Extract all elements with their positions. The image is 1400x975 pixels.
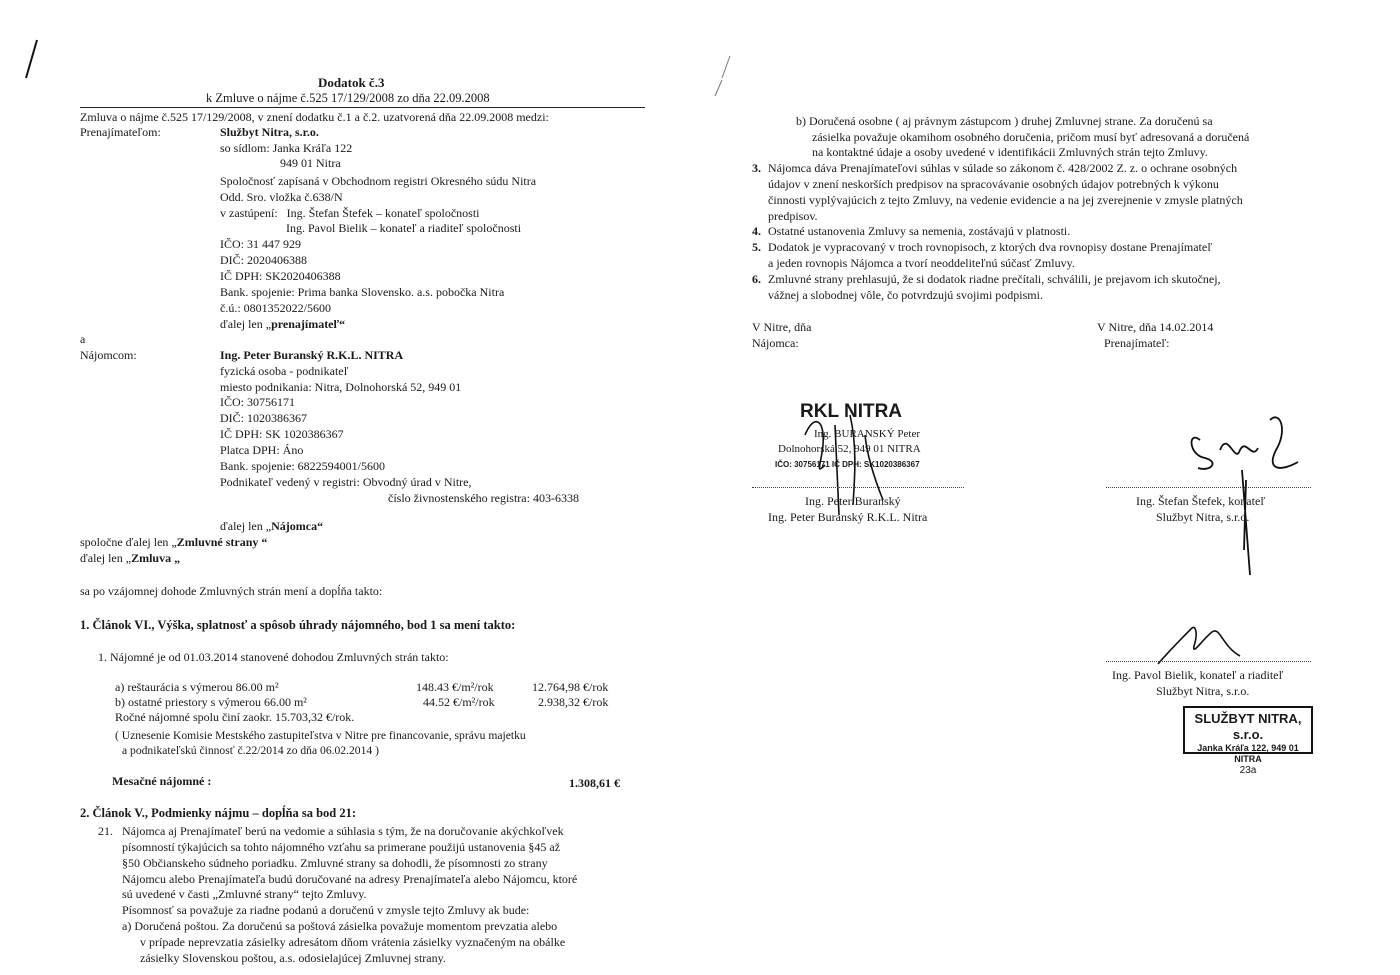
article1-heading: 1. Článok VI., Výška, splatnosť a spôsob úhrady nájomného, bod 1 sa mení takto: <box>80 618 516 632</box>
landlord-signatory-firm: Službyt Nitra, s.r.o. <box>1156 684 1250 698</box>
party-right: Prenajímateľ: <box>1104 336 1170 350</box>
delivery-a-line: zásielky Slovenskou poštou, a.s. odosielajúcej Zmluvnej strany. <box>140 951 446 965</box>
alias-suffix: “ <box>339 317 346 331</box>
tenant-line: Bank. spojenie: 6822594001/5600 <box>220 459 385 473</box>
alias-prefix: ďalej len „ <box>220 317 272 331</box>
landlord-role: Prenajímateľom: <box>80 125 161 139</box>
landlord-line: Spoločnosť zapísaná v Obchodnom registri Okresného súdu Nitra <box>220 174 537 188</box>
connector-text: a <box>80 332 86 346</box>
delivery-b-line: zásielka považuje okamihom osobného doručenia, pričom musí byť adresovaná a doručená <box>812 130 1250 144</box>
item-line: Ostatné ustanovenia Zmluvy sa nemenia, zostávajú v platnosti. <box>768 224 1071 238</box>
rent-row-rate: 148.43 €/m²/rok <box>416 680 494 694</box>
joint-alias: Zmluvné strany <box>176 535 259 549</box>
item-line: Nájomca dáva Prenajímateľovi súhlas v súlade so zákonom č. 428/2002 Z. z. o ochrane osobných <box>768 161 1238 175</box>
delivery-b-line: b) Doručená osobne ( aj právnym zástupcom ) druhej Zmluvnej strane. Za doručenú sa <box>796 114 1213 128</box>
tenant-line: IČ DPH: SK 1020386367 <box>220 427 344 441</box>
landlord-line: v zastúpení: Ing. Štefan Štefek – konateľ spoločnosti <box>220 206 480 220</box>
document-title: Dodatok č.3 <box>318 75 385 90</box>
monthly-rent-label: Mesačné nájomné : <box>112 774 212 788</box>
alias-name: prenajímateľ <box>271 317 340 331</box>
landlord-signature-line <box>1106 487 1311 488</box>
joint-prefix: spoločne ďalej len „ <box>80 535 177 549</box>
pen-mark <box>712 52 732 98</box>
rent-row-total: 2.938,32 €/rok <box>538 695 609 709</box>
delivery-b-line: na kontaktné údaje a osoby uvedené v identifikácii Zmluvných strán tejto Zmluvy. <box>812 145 1208 159</box>
landlord-line: so sídlom: Janka Kráľa 122 <box>220 141 353 155</box>
alias-name: Nájomca <box>271 519 318 533</box>
delivery-a-line: a) Doručená poštou. Za doručenú sa poštová zásielka považuje momentom prevzatia alebo <box>122 919 558 933</box>
contract-suffix: „ <box>171 551 181 565</box>
article2-line: písomností týkajúcich sa tohto nájomného vzťahu sa primerane použijú ustanovenia §45 až <box>122 840 561 854</box>
resolution-line: ( Uznesenie Komisie Mestského zastupiteľstva v Nitre pre financovanie, správu majetku <box>115 729 526 742</box>
rent-row-rate: 44.52 €/m²/rok <box>423 695 495 709</box>
landlord-signatory: Ing. Pavol Bielik, konateľ a riaditeľ <box>1112 668 1284 682</box>
tenant-line: DIČ: 1020386367 <box>220 411 307 425</box>
contract-alias: Zmluva <box>131 551 172 565</box>
article2-point-number: 21. <box>98 824 113 838</box>
landlord-signature-line <box>1106 661 1311 662</box>
pen-mark <box>22 38 42 80</box>
annual-rent: Ročné nájomné spolu činí zaokr. 15.703,32 €/rok. <box>115 710 355 724</box>
intro-line: Zmluva o nájme č.525 17/129/2008, v znení dodatku č.1 a č.2. uzatvorená dňa 22.09.2008 medzi: <box>80 110 549 124</box>
tenant-stamp-line: Ing. BURANSKÝ Peter <box>814 428 921 440</box>
tenant-line: Platca DPH: Áno <box>220 443 304 457</box>
landlord-line: IČO: 31 447 929 <box>220 237 301 251</box>
landlord-line: IČ DPH: SK2020406388 <box>220 269 341 283</box>
alias-prefix: ďalej len „ <box>220 519 272 533</box>
article2-line: Nájomca aj Prenajímateľ berú na vedomie a súhlasia s tým, že na doručovanie akýchkoľvek <box>122 824 564 838</box>
landlord-stamp-line: 23a <box>1239 765 1257 776</box>
agreement-intro: sa po vzájomnej dohode Zmluvných strán mení a dopĺňa takto: <box>80 584 383 598</box>
tenant-name: Ing. Peter Buranský R.K.L. NITRA <box>220 348 404 362</box>
item-number: 6. <box>752 272 761 286</box>
landlord-line: Ing. Pavol Bielik – konateľ a riaditeľ spoločnosti <box>220 221 522 235</box>
party-left: Nájomca: <box>752 336 799 350</box>
joint-alias-line <box>80 535 267 550</box>
article2-line: sú uvedené v časti „Zmluvné strany“ tejto Zmluvy. <box>122 887 367 901</box>
landlord-line: Odd. Sro. vložka č.638/N <box>220 190 343 204</box>
tenant-stamp-title: RKL NITRA <box>800 401 903 422</box>
contract-alias-line <box>80 551 180 566</box>
landlord-line: DIČ: 2020406388 <box>220 253 307 267</box>
item-line: činnosti vyplývajúcich z tejto Zmluvy, na vedenie evidencie a na jej zverejnenie v zmysle platných <box>768 193 1243 207</box>
article2-line: §50 Občianskeho súdneho poriadku. Zmluvné strany sa dohodli, že písomnosti zo strany <box>122 856 548 870</box>
rent-row-label: a) reštaurácia s výmerou 86.00 m² <box>115 680 279 694</box>
header-rule <box>80 107 645 108</box>
item-line: Zmluvné strany prehlasujú, že si dodatok riadne prečítali, schválili, je prejavom ich skutočnej, <box>768 272 1221 286</box>
article2-line: Písomnosť sa považuje za riadne podanú a doručenú v zmysle tejto Zmluvy ak bude: <box>122 903 530 917</box>
item-line: údajov v znení neskorších predpisov na spracovávanie osobných údajov potrebných k výkonu <box>768 177 1219 191</box>
item-line: predpisov. <box>768 209 818 223</box>
article2-line: Nájomcu alebo Prenajímateľa budú doručované na adresy Prenajímateľa alebo Nájomcu, ktoré <box>122 872 578 886</box>
landlord-line: 949 01 Nitra <box>220 156 341 170</box>
resolution-line: a podnikateľskú činnosť č.22/2014 zo dňa 06.02.2014 ) <box>122 744 379 757</box>
landlord-stamp <box>1183 706 1313 776</box>
tenant-stamp-line: IČO: 30756171 IČ DPH: SK1020386367 <box>775 460 920 469</box>
contract-prefix: ďalej len „ <box>80 551 132 565</box>
article1-point: 1. Nájomné je od 01.03.2014 stanovené dohodou Zmluvných strán takto: <box>98 650 449 664</box>
landlord-name: Službyt Nitra, s.r.o. <box>220 125 319 139</box>
landlord-signatory: Ing. Štefan Štefek, konateľ <box>1136 494 1266 508</box>
delivery-a-line: v prípade neprevzatia zásielky adresátom dňom vrátenia zásielky vyznačeným na obálke <box>140 935 566 949</box>
place-date-right: V Nitre, dňa 14.02.2014 <box>1097 320 1214 334</box>
tenant-alias <box>220 519 323 534</box>
alias-suffix: “ <box>317 519 324 533</box>
tenant-signature-line <box>752 487 964 488</box>
landlord-alias <box>220 317 345 332</box>
tenant-line: fyzická osoba - podnikateľ <box>220 364 349 378</box>
tenant-role: Nájomcom: <box>80 348 137 362</box>
document-subtitle: k Zmluve o nájme č.525 17/129/2008 zo dňa 22.09.2008 <box>206 91 490 105</box>
item-line: a jeden rovnopis Nájomca a tvorí neoddeliteľnú súčasť Zmluvy. <box>768 256 1075 270</box>
item-number: 4. <box>752 224 761 238</box>
tenant-stamp-line: Dolnohorská 52, 949 01 NITRA <box>778 443 921 455</box>
tenant-line: miesto podnikania: Nitra, Dolnohorská 52, 949 01 <box>220 380 462 394</box>
rent-row-label: b) ostatné priestory s výmerou 66.00 m² <box>115 695 307 709</box>
landlord-line: Bank. spojenie: Prima banka Slovensko. a.s. pobočka Nitra <box>220 285 505 299</box>
item-line: vážnej a slobodnej vôle, čo potvrdzujú svojimi podpismi. <box>768 288 1043 302</box>
item-number: 3. <box>752 161 761 175</box>
landlord-stamp-line: SLUŽBYT NITRA, s.r.o. <box>1194 711 1302 742</box>
joint-suffix: “ <box>258 535 268 549</box>
tenant-signatory: Ing. Peter Buranský <box>805 494 901 508</box>
landlord-line: č.ú.: 0801352022/5600 <box>220 301 331 315</box>
tenant-line: IČO: 30756171 <box>220 395 295 409</box>
item-number: 5. <box>752 240 761 254</box>
monthly-rent-value: 1.308,61 € <box>569 776 620 790</box>
landlord-stamp-line: Janka Kráľa 122, 949 01 NITRA <box>1197 743 1299 764</box>
place-date-left: V Nitre, dňa <box>752 320 812 334</box>
tenant-signatory-firm: Ing. Peter Buranský R.K.L. Nitra <box>768 510 928 524</box>
rent-row-total: 12.764,98 €/rok <box>532 680 609 694</box>
tenant-register: číslo živnostenského registra: 403-6338 <box>388 491 579 505</box>
tenant-line: Podnikateľ vedený v registri: Obvodný úrad v Nitre, <box>220 475 472 489</box>
item-line: Dodatok je vypracovaný v troch rovnopisoch, z ktorých dva rovnopisy dostane Prenajímateľ <box>768 240 1213 254</box>
landlord-signatory-firm: Službyt Nitra, s.r.o. <box>1156 510 1250 524</box>
article2-heading: 2. Článok V., Podmienky nájmu – dopĺňa sa bod 21: <box>80 806 357 820</box>
